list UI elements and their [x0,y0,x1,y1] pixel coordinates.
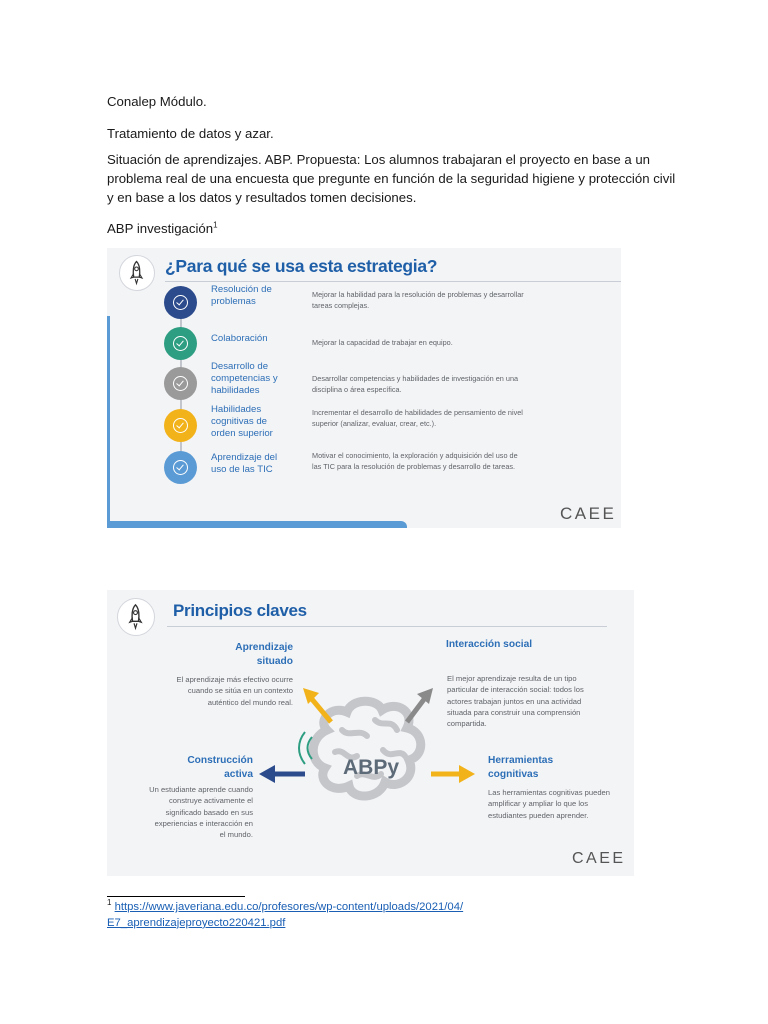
strategy-description: Mejorar la habilidad para la resolución de problemas y desarrollar tareas complejas. [312,290,524,310]
check-icon [164,327,197,360]
arrow-situado [303,688,331,722]
footnote [107,900,463,932]
strategy-description: Mejorar la capacidad de trabajar en equipo. [312,338,453,347]
strategy-label: Aprendizaje del uso de las TIC [211,452,278,475]
situado-text: El aprendizaje más efectivo ocurre cuando se sitúa en un contexto auténtico del mundo real. [176,675,293,707]
abp-heading: ABP investigación$^1$ [107,220,218,236]
abpy-center-label: ABPy [343,756,400,779]
check-icon [164,286,197,319]
slide2-title: Principios claves [173,601,307,620]
construccion-text: Un estudiante aprende cuando construye activamente el significado basado en sus experiencias e interacción en el mundo. [149,785,253,840]
doc-line-module: Tratamiento de datos y azar. [107,126,274,141]
caee-logo: CAEE [560,504,617,523]
doc-paragraph-line-1: Situación de aprendizajes. ABP. Propuesta: Los alumnos trabajaran el proyecto en base a un [107,152,650,167]
footnote-number: 1 [107,898,112,908]
doc-line-conalep: Conalep Módulo. [107,94,207,109]
check-icon [164,409,197,442]
herramientas-text: Las herramientas cognitivas pueden amplificar y ampliar lo que los estudiantes pueden aprender. [488,788,610,820]
strategy-description: Desarrollar competencias y habilidades de investigación en una disciplina o área específica. [312,374,519,394]
interaccion-heading: Interacción social [446,639,533,650]
strategy-description: Incrementar el desarrollo de habilidades de pensamiento de nivel superior (analizar, evaluar, crear, etc.). [312,408,523,428]
accent-bar-side [107,316,110,528]
accent-bar-bottom [107,521,407,528]
footnote-link[interactable]: https://www.javeriana.edu.co/profesores/wp-content/uploads/2021/04/ E7_aprendizajeproyecto220421.pdf [107,901,464,929]
strategy-label: Resolución de problemas [211,284,272,307]
footnote-separator [107,896,245,897]
situado-heading: Aprendizaje situado [235,642,293,667]
strategy-label: Colaboración [211,333,268,344]
strategy-description: Motivar el conocimiento, la exploración y adquisición del uso de las TIC para la resolución de problemas y desarrollo de tareas. [312,451,518,471]
slide-strategy-uses [107,248,621,528]
title-divider [165,281,621,282]
check-icon [164,367,197,400]
arrow-herramientas [431,765,475,783]
arrow-construccion [259,765,305,783]
doc-paragraph-line-3: y en base a los datos y resultados tomen decisiones. [107,190,417,205]
herramientas-heading: Herramientas cognitivas [488,755,554,780]
rocket-icon [119,255,155,291]
doc-paragraph-line-2: problema real de una encuesta que pregunte en función de la seguridad higiene y protección civil [107,171,676,186]
strategy-label: Habilidades cognitivas de orden superior [211,404,273,439]
arrow-interaccion [407,688,433,722]
check-icon [164,451,197,484]
strategy-label: Desarrollo de competencias y habilidades [211,361,278,396]
interaccion-text: El mejor aprendizaje resulta de un tipo particular de interacción social: todos los actores trabajan juntos en una actividad situada para construir una comprensión compartida. [447,674,584,729]
caee-logo: CAEE [572,850,626,867]
slide-key-principles [107,590,634,876]
footnote-ref: 1 [213,220,218,230]
slide1-title: ¿Para qué se usa esta estrategia? [165,256,438,276]
construccion-heading: Construcción activa [187,755,253,780]
